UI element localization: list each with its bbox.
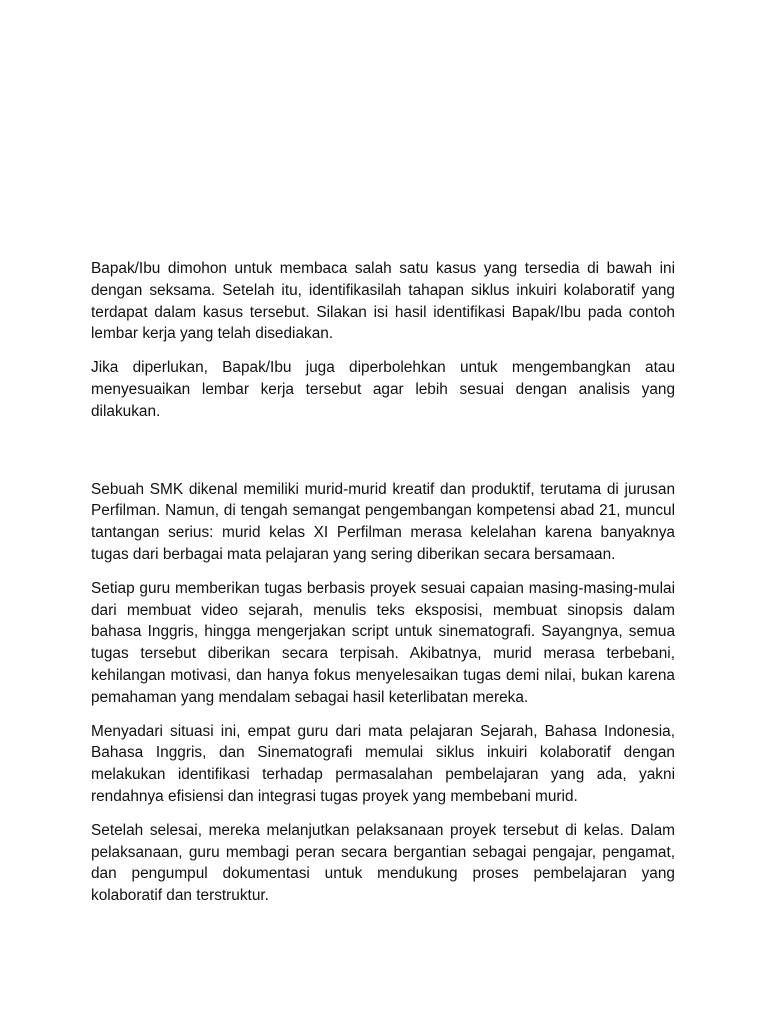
case-paragraph-2: Setiap guru memberikan tugas berbasis proyek sesuai capaian masing-masing-mulai dari membuat video sejarah, menulis teks eksposisi, membuat sinopsis dalam bahasa Inggris, hingga mengerjakan script untuk sinematografi. Sayangnya, semua tugas tersebut diberikan secara terpisah. Akibatnya, murid merasa terbebani, kehilangan motivasi, dan hanya fokus menyelesaikan tugas demi nilai, bukan karena pemahaman yang mendalam sebagai hasil keterlibatan mereka. [91, 579, 675, 706]
document-body [91, 258, 675, 907]
instructions-section [91, 258, 675, 423]
case-study-section [91, 479, 675, 907]
instruction-paragraph-2: Jika diperlukan, Bapak/Ibu juga diperbolehkan untuk mengembangkan atau menyesuaikan lembar kerja tersebut agar lebih sesuai dengan analisis yang dilakukan. [91, 359, 675, 420]
instruction-paragraph-1: Bapak/Ibu dimohon untuk membaca salah satu kasus yang tersedia di bawah ini dengan seksama. Setelah itu, identifikasilah tahapan siklus inkuiri kolaboratif yang terdapat dalam kasus tersebut. Silakan isi hasil identifikasi Bapak/Ibu pada contoh lembar kerja yang telah disediakan. [91, 260, 675, 343]
case-paragraph-3: Menyadari situasi ini, empat guru dari mata pelajaran Sejarah, Bahasa Indonesia, Bahasa Inggris, dan Sinematografi memulai siklus inkuiri kolaboratif dengan melakukan identifikasi terhadap permasalahan pembelajaran yang ada, yakni rendahnya efisiensi dan integrasi tugas proyek yang membebani murid. [91, 722, 675, 805]
case-paragraph-1: Sebuah SMK dikenal memiliki murid-murid kreatif dan produktif, terutama di jurusan Perfilman. Namun, di tengah semangat pengembangan kompetensi abad 21, muncul tantangan serius: murid kelas XI Perfilman merasa kelelahan karena banyaknya tugas dari berbagai mata pelajaran yang sering diberikan secara bersamaan. [91, 480, 675, 563]
case-paragraph-4: Setelah selesai, mereka melanjutkan pelaksanaan proyek tersebut di kelas. Dalam pelaksanaan, guru membagi peran secara bergantian sebagai pengajar, pengamat, dan pengumpul dokumentasi untuk mendukung proses pembelajaran yang kolaboratif dan terstruktur. [91, 821, 675, 905]
